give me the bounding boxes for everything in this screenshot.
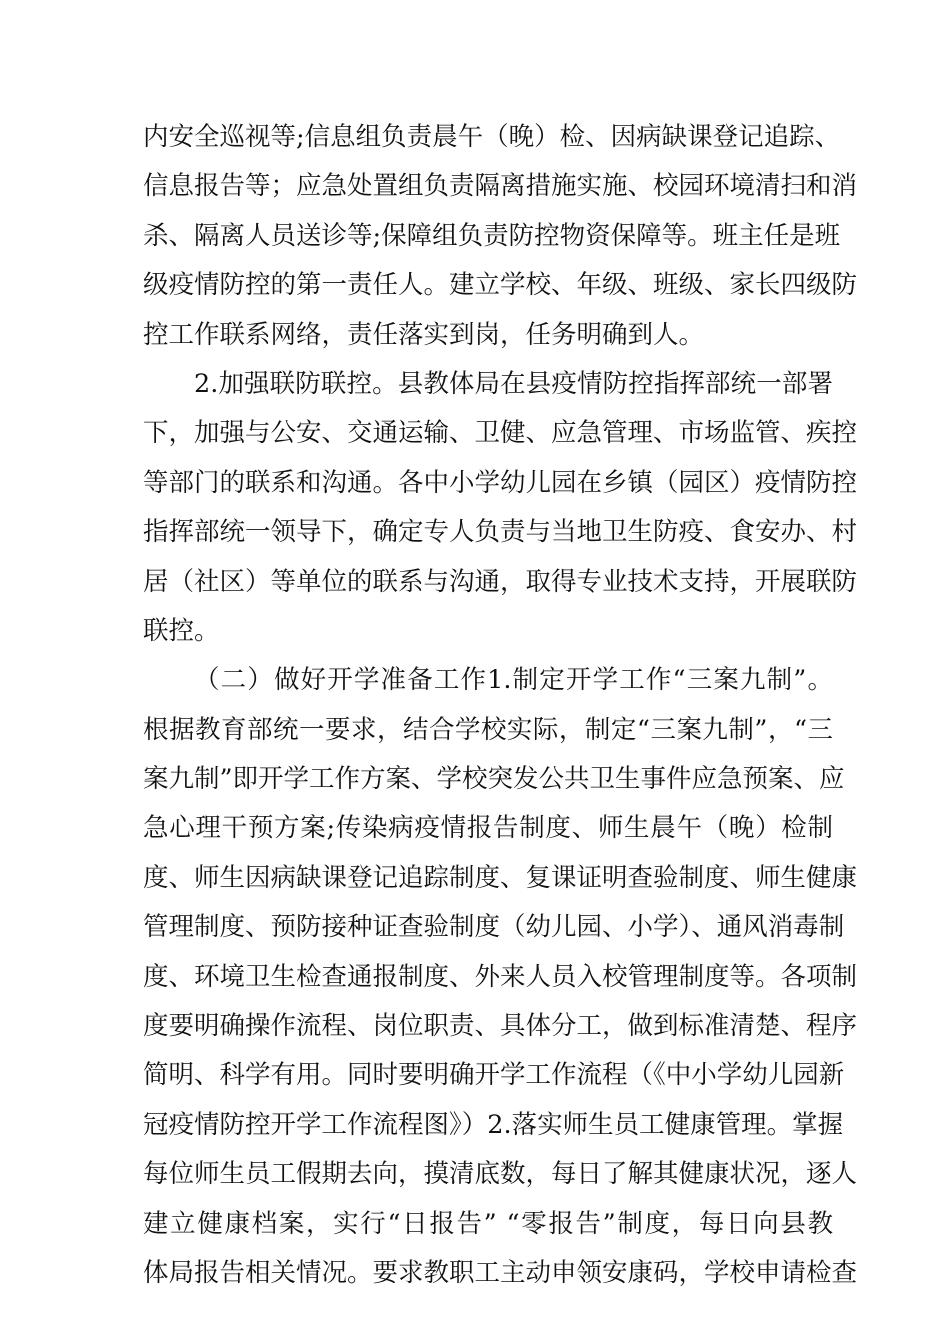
text-line: 居（社区）等单位的联系与沟通，取得专业技术支持，开展联防: [143, 566, 858, 597]
text-line: 内安全巡视等;信息组负责晨午（晚）检、因病缺课登记追踪、: [143, 122, 841, 152]
text-line: 度、师生因病缺课登记追踪制度、复课证明查验制度、师生健康: [143, 862, 858, 893]
text-line: 管理制度、预防接种证查验制度（幼儿园、小学）、通风消毒制: [143, 912, 845, 943]
text-line: 急心理干预方案;传染病疫情报告制度、师生晨午（晚）检制: [143, 813, 833, 844]
text-line: 控工作联系网络，责任落实到岗，任务明确到人。: [143, 319, 705, 350]
text-line: 度、环境卫生检查通报制度、外来人员入校管理制度等。各项制: [143, 961, 858, 992]
text-line: 下，加强与公安、交通运输、卫健、应急管理、市场监管、疾控: [143, 418, 858, 449]
text-line: 冠疫情防控开学工作流程图》）2.落实师生员工健康管理。掌握: [143, 1109, 844, 1140]
paragraph-first-line: 2.加强联防联控。县教体局在县疫情防控指挥部统一部署: [194, 368, 833, 399]
text-line: 简明、科学有用。同时要明确开学工作流程（《中小学幼儿园新: [143, 1060, 845, 1091]
text-line: 体局报告相关情况。要求教职工主动申领安康码，学校申请检查: [143, 1257, 858, 1288]
text-line: 每位师生员工假期去向，摸清底数，每日了解其健康状况，逐人: [143, 1159, 858, 1190]
text-line: 指挥部统一领导下，确定专人负责与当地卫生防疫、食安办、村: [143, 517, 858, 548]
text-line: 度要明确操作流程、岗位职责、具体分工，做到标准清楚、程序: [143, 1011, 858, 1042]
paragraph-first-line: （二）做好开学准备工作1.制定开学工作“三案九制”。: [194, 665, 833, 696]
text-line: 案九制”即开学工作方案、学校突发公共卫生事件应急预案、应: [143, 764, 845, 795]
text-line: 级疫情防控的第一责任人。建立学校、年级、班级、家长四级防: [143, 270, 858, 301]
text-line: 等部门的联系和沟通。各中小学幼儿园在乡镇（园区）疫情防控: [143, 467, 858, 498]
text-line: 建立健康档案，实行“日报告” “零报告”制度，每日向县教: [143, 1208, 833, 1239]
text-line: 杀、隔离人员送诊等;保障组负责防控物资保障等。班主任是班: [143, 220, 841, 251]
text-line: 信息报告等；应急处置组负责隔离措施实施、校园环境清扫和消: [143, 171, 858, 202]
text-line: 根据教育部统一要求，结合学校实际，制定“三案九制”，“三: [143, 714, 833, 745]
text-line: 联控。: [143, 615, 220, 646]
document-body: [143, 113, 858, 1298]
